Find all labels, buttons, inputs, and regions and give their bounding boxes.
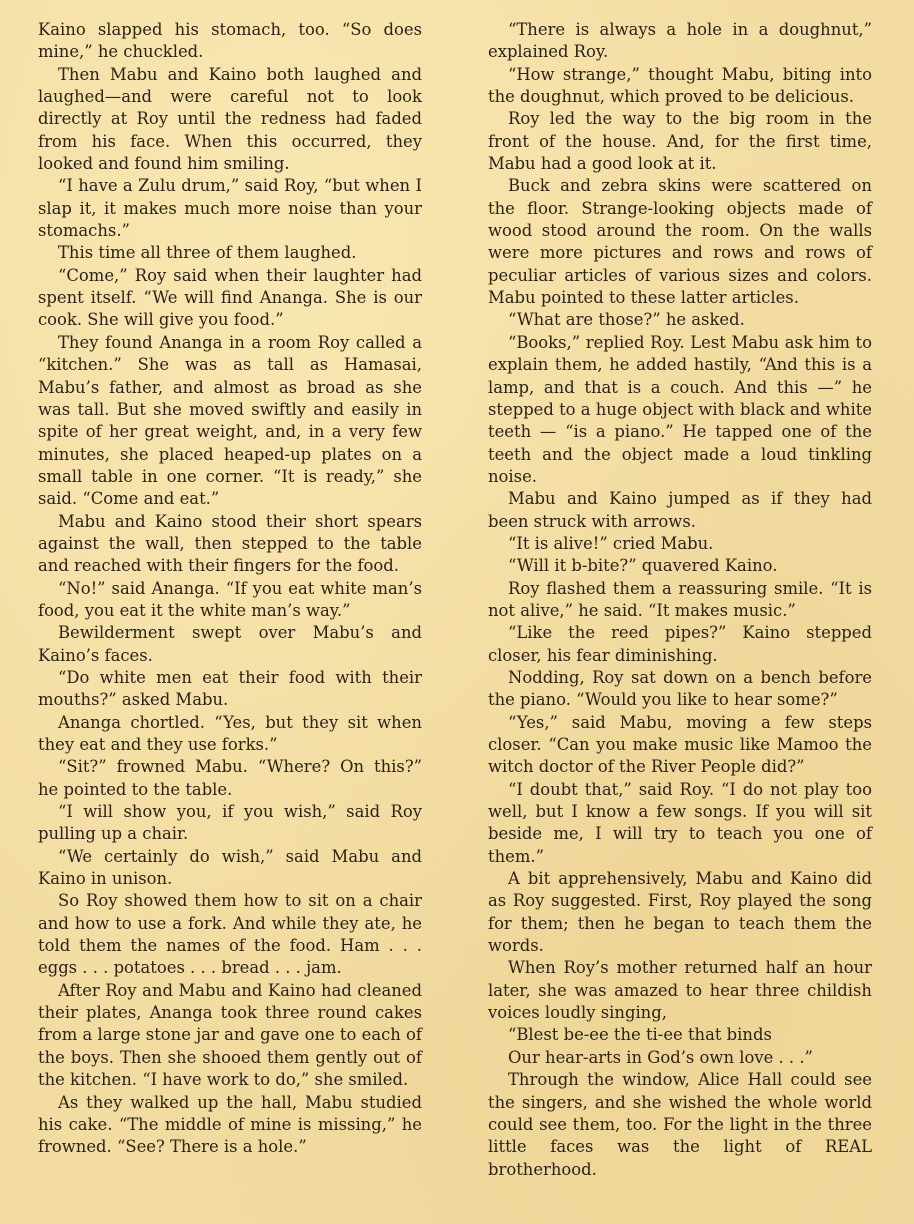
paragraph: “Books,” replied Roy. Lest Mabu ask him to explain them, he added hastily, “And this is a lamp, and that is a couch. And this —” he stepped to a huge object with black and white teeth — “is a piano.” He tapped one of the teeth and the object made a loud tinkling noise. — [488, 332, 872, 486]
paragraph: Kaino slapped his stomach, too. “So does mine,” he chuckled. — [38, 20, 422, 62]
paragraph: “Sit?” frowned Mabu. “Where? On this?” he pointed to the table. — [38, 757, 422, 799]
paragraph: Nodding, Roy sat down on a bench before the piano. “Would you like to hear some?” — [488, 667, 872, 710]
paragraph: “I will show you, if you wish,” said Roy pulling up a chair. — [38, 802, 422, 844]
paragraph: So Roy showed them how to sit on a chair and how to use a fork. And while they ate, he told them the names of the food. Ham . . . eggs . . . potatoes . . . bread . . . jam. — [38, 891, 422, 978]
paragraph: Buck and zebra skins were scattered on the floor. Strange-looking objects made of wood stood around the room. On the walls were more pictures and rows and rows of peculiar articles of various sizes and colors. Mabu pointed to these latter articles. — [488, 176, 872, 308]
paragraph: “What are those?” he asked. — [508, 310, 745, 330]
paragraph: Ananga chortled. “Yes, but they sit when they eat and they use forks.” — [38, 712, 422, 754]
verse-line: “Blest be-ee the ti-ee that binds — [508, 1025, 772, 1045]
paragraph: Mabu and Kaino jumped as if they had been struck with arrows. — [488, 489, 872, 531]
paragraph: Roy led the way to the big room in the front of the house. And, for the first time, Mabu had a good look at it. — [488, 109, 872, 174]
paragraph: Bewilderment swept over Mabu’s and Kaino’s faces. — [38, 623, 422, 665]
paragraph: “Do white men eat their food with their mouths?” asked Mabu. — [38, 667, 422, 710]
paragraph: When Roy’s mother returned half an hour later, she was amazed to hear three childish voices loudly singing, — [488, 958, 872, 1023]
paragraph: “Come,” Roy said when their laughter had spent itself. “We will find Ananga. She is our cook. She will give you food.” — [38, 265, 422, 330]
paragraph: A bit apprehensively, Mabu and Kaino did as Roy suggested. First, Roy played the song for them; then he began to teach them the words. — [488, 869, 872, 956]
paragraph: This time all three of them laughed. — [58, 243, 357, 263]
paragraph: “Yes,” said Mabu, moving a few steps closer. “Can you make music like Mamoo the witch doctor of the River People did?” — [488, 712, 872, 777]
paragraph: “There is always a hole in a doughnut,” explained Roy. — [488, 20, 872, 62]
paragraph: As they walked up the hall, Mabu studied his cake. “The middle of mine is missing,” he frowned. “See? There is a hole.” — [38, 1092, 422, 1157]
paragraph: “How strange,” thought Mabu, biting into the doughnut, which proved to be delicious. — [488, 64, 872, 107]
paragraph: “No!” said Ananga. “If you eat white man’s food, you eat it the white man’s way.” — [38, 578, 422, 620]
paragraph: Mabu and Kaino stood their short spears against the wall, then stepped to the table and reached with their fingers for the food. — [38, 511, 422, 576]
paragraph: Then Mabu and Kaino both laughed and laughed—and were careful not to look directly at Roy until the redness had faded from his face. When this occurred, they looked and found him smiling. — [38, 64, 422, 174]
paragraph: “Will it b-bite?” quavered Kaino. — [508, 556, 778, 576]
paragraph: “I doubt that,” said Roy. “I do not play too well, but I know a few songs. If you will sit beside me, I will try to teach you one of them.” — [488, 779, 872, 866]
left-column — [38, 19, 422, 1159]
paragraph: Through the window, Alice Hall could see the singers, and she wished the whole world could see them, too. For the light in the three little faces was the light of REAL brotherhood. — [488, 1070, 872, 1179]
paragraph: Roy flashed them a reassuring smile. “It is not alive,” he said. “It makes music.” — [488, 578, 872, 620]
paragraph: They found Ananga in a room Roy called a “kitchen.” She was as tall as Hamasai, Mabu’s father, and almost as broad as she was tall. But she moved swiftly and easily in spite of her great weight, and, in a very few minutes, she placed heaped-up plates on a small table in one corner. “It is ready,” she said. “Come and eat.” — [38, 332, 422, 509]
right-column — [488, 19, 872, 1181]
paragraph: “I have a Zulu drum,” said Roy, “but when I slap it, it makes much more noise than your stomachs.” — [38, 176, 422, 241]
paragraph: After Roy and Mabu and Kaino had cleaned their plates, Ananga took three round cakes from a large stone jar and gave one to each of the boys. Then she shooed them gently out of the kitchen. “I have work to do,” she smiled. — [38, 980, 422, 1090]
paragraph: “We certainly do wish,” said Mabu and Kaino in unison. — [38, 846, 422, 889]
paragraph: “It is alive!” cried Mabu. — [508, 533, 714, 553]
paragraph: “Like the reed pipes?” Kaino stepped closer, his fear diminishing. — [488, 623, 872, 665]
verse-line: Our hear-arts in God’s own love . . .” — [508, 1047, 813, 1067]
